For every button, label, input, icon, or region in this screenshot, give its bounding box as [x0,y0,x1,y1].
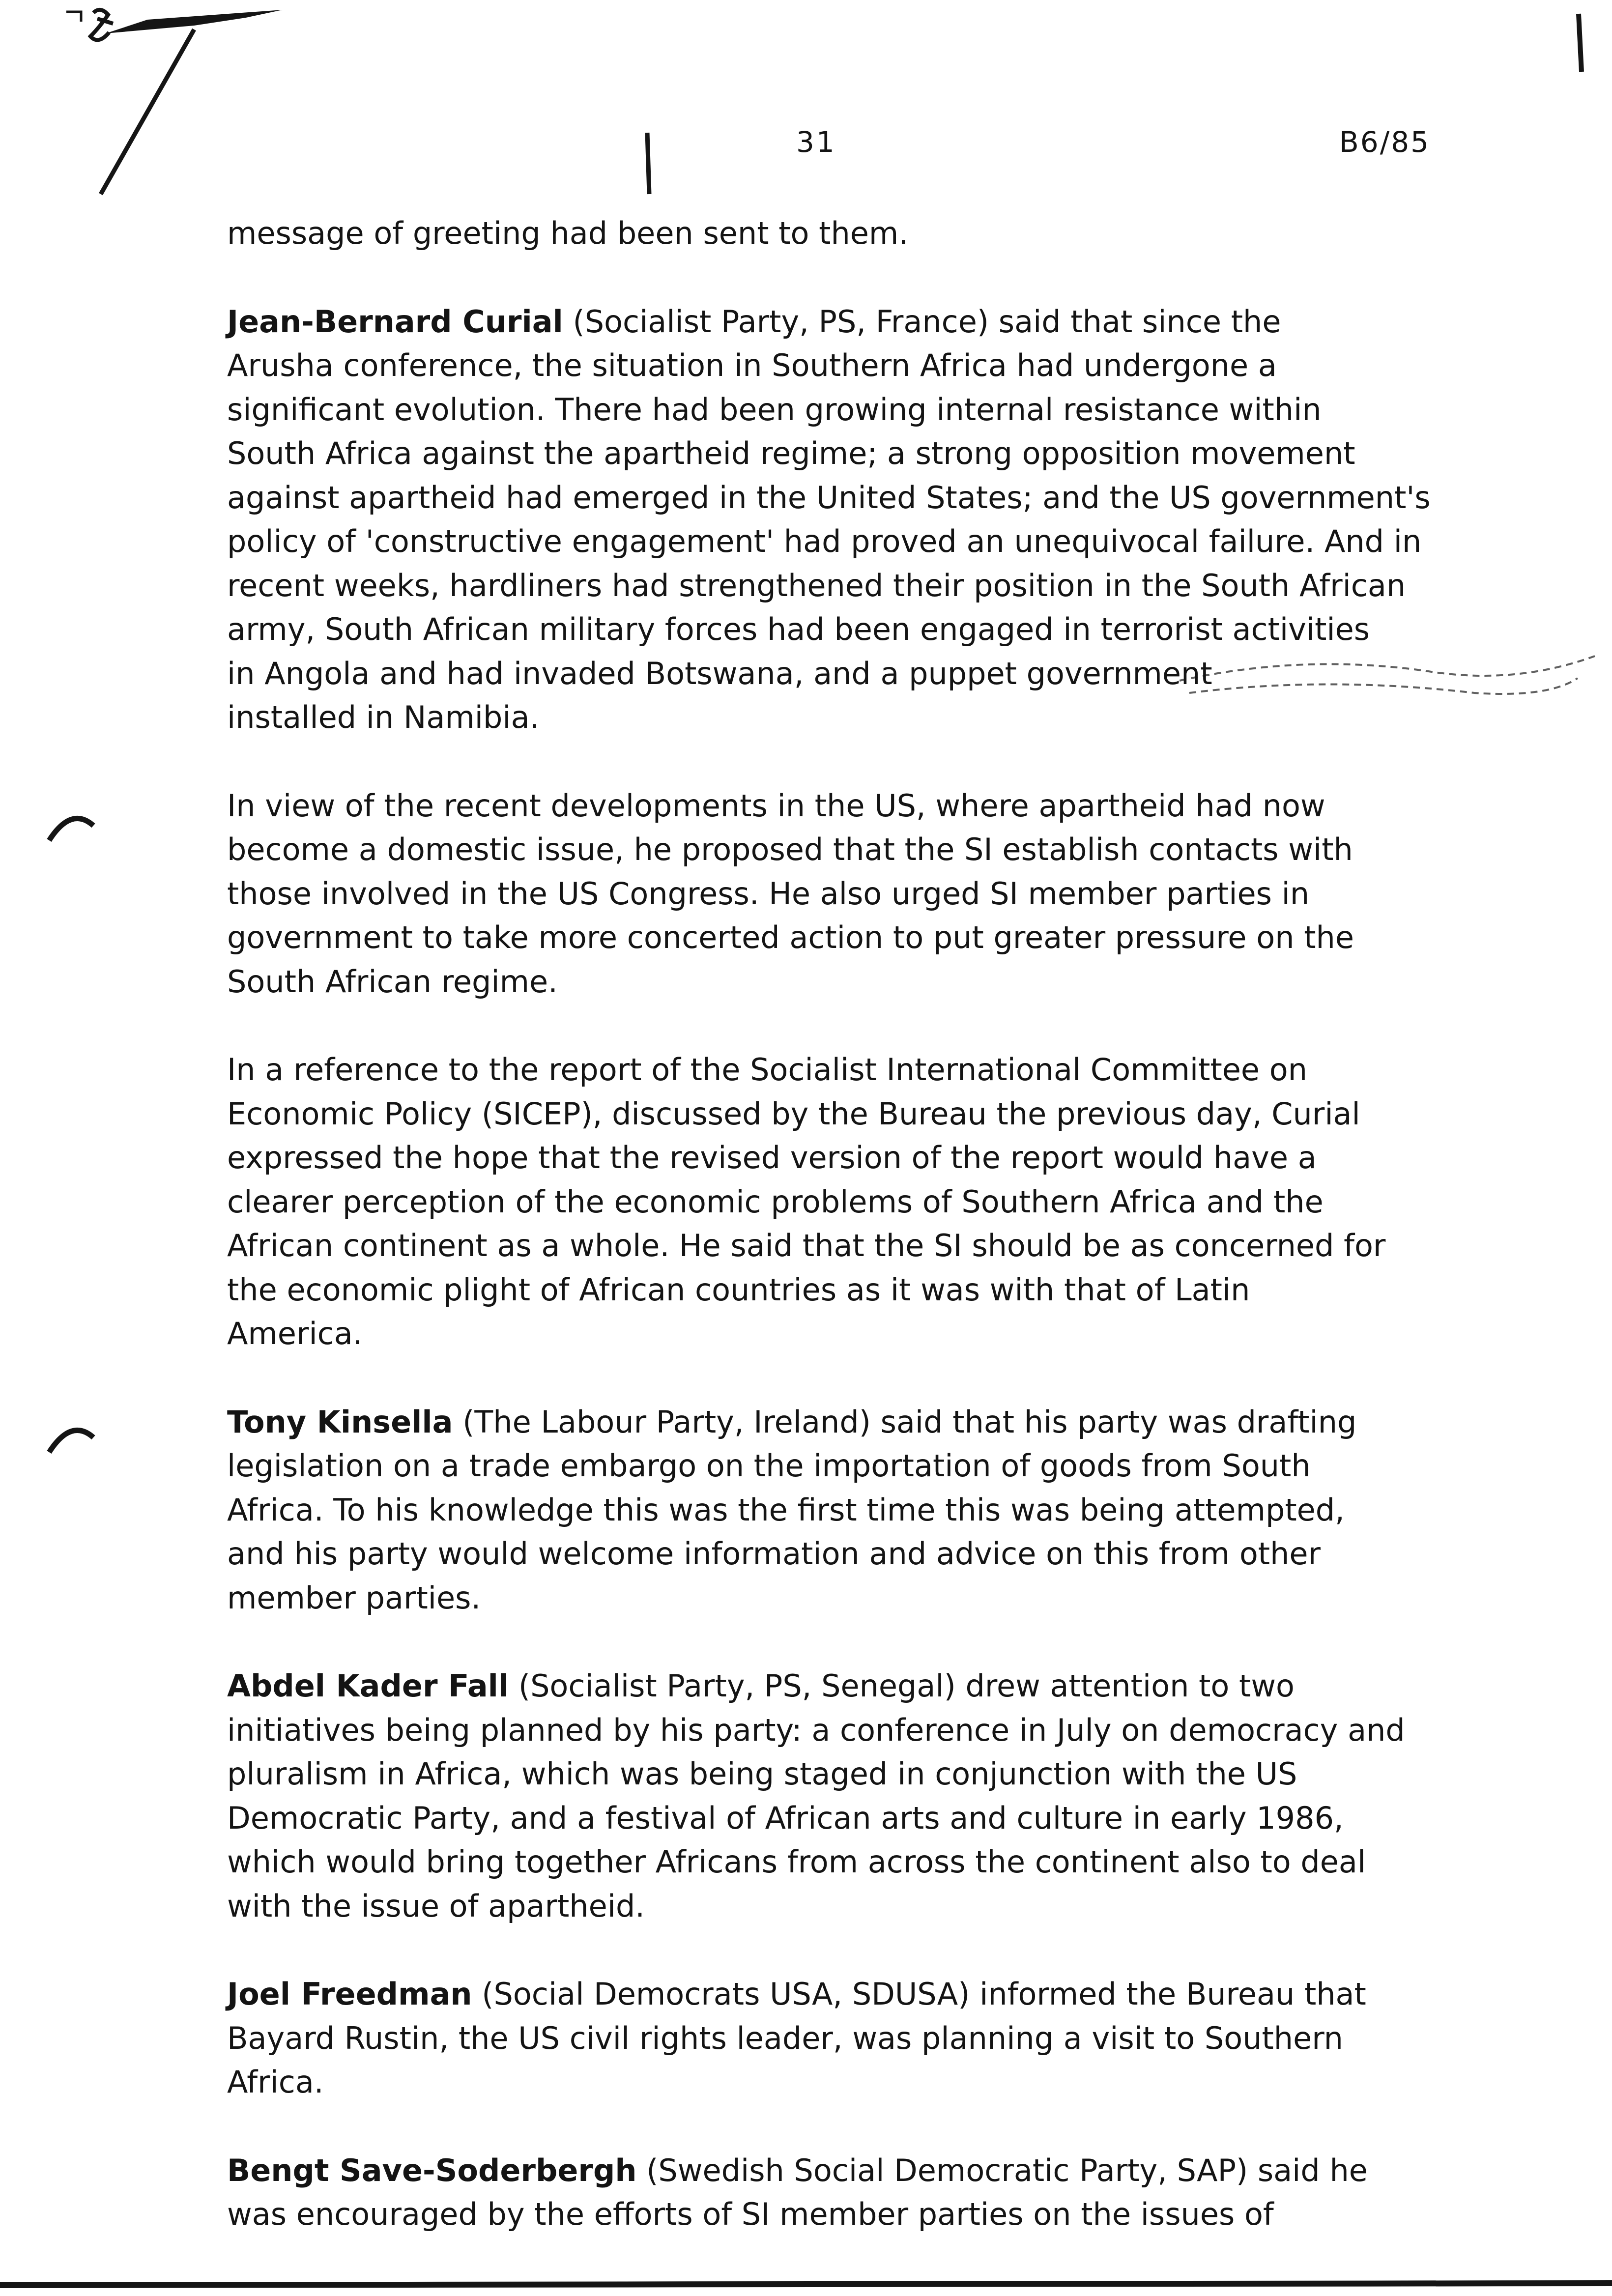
text-line: initiatives being planned by his party: a conference in July on democracy and [227,1712,1405,1748]
corner-fold-line [101,29,194,194]
text-line: pluralism in Africa, which was being staged in conjunction with the US [227,1756,1297,1792]
text-line: the economic plight of African countries as it was with that of Latin [227,1271,1250,1308]
speaker-name: Tony Kinsella [227,1404,453,1440]
text-line: installed in Namibia. [227,699,540,735]
paragraph-sicep-report [227,1048,1466,1356]
header-vertical-mark [647,133,649,194]
speaker-name: Jean-Bernard Curial [227,303,563,340]
corner-tick-mark [66,12,81,22]
speaker-affiliation: (Socialist Party, PS, France) said that since the [563,303,1281,340]
paragraph-fall-statement [227,1664,1466,1928]
text-line: against apartheid had emerged in the United States; and the US government's [227,479,1431,516]
text-line: South African regime. [227,963,558,1000]
speaker-affiliation: (Social Democrats USA, SDUSA) informed the Bureau that [472,1976,1366,2012]
left-margin-bracket-1 [49,818,93,840]
text-line [227,2149,1466,2193]
paragraph-save-soderbergh-statement [227,2149,1466,2237]
paragraph-kinsella-statement [227,1400,1466,1620]
text-line: recent weeks, hardliners had strengthened their position in the South African [227,567,1406,603]
text-line [227,1972,1466,2016]
document-body [227,211,1466,2237]
text-line [227,1664,1466,1708]
text-line: Bayard Rustin, the US civil rights leader, was planning a visit to Southern [227,2020,1343,2056]
text-line: Democratic Party, and a festival of African arts and culture in early 1986, [227,1800,1344,1836]
paragraph-freedman-statement [227,1972,1466,2104]
paragraph-intro-fragment [227,211,1466,256]
speaker-affiliation: (Swedish Social Democratic Party, SAP) said he [636,2152,1368,2188]
paragraph-curial-statement [227,300,1466,740]
document-code: B6/85 [1339,125,1431,159]
paragraph-us-developments [227,784,1466,1004]
text-line: government to take more concerted action to put greater pressure on the [227,919,1354,955]
text-line: South Africa against the apartheid regime; a strong opposition movement [227,435,1355,471]
text-line: In a reference to the report of the Socialist International Committee on [227,1052,1308,1088]
text-line: message of greeting had been sent to them. [227,215,909,251]
speaker-affiliation: (Socialist Party, PS, Senegal) drew attention to two [509,1668,1295,1704]
corner-scribble-mark [90,10,113,40]
text-line [227,1400,1466,1444]
text-line [227,300,1466,344]
text-line: Economic Policy (SICEP), discussed by the Bureau the previous day, Curial [227,1095,1360,1132]
text-line: clearer perception of the economic problems of Southern Africa and the [227,1183,1324,1220]
text-line: African continent as a whole. He said that the SI should be as concerned for [227,1228,1386,1263]
speaker-affiliation: (The Labour Party, Ireland) said that his party was drafting [453,1404,1357,1440]
text-line: army, South African military forces had been engaged in terrorist activities [227,611,1370,647]
text-line: Arusha conference, the situation in Southern Africa had undergone a [227,347,1277,383]
speaker-name: Abdel Kader Fall [227,1668,509,1704]
speaker-name: Joel Freedman [227,1976,472,2012]
text-line: with the issue of apartheid. [227,1888,645,1924]
text-line: Africa. To his knowledge this was the first time this was being attempted, [227,1492,1345,1528]
text-line: legislation on a trade embargo on the importation of goods from South [227,1448,1311,1484]
text-line: policy of 'constructive engagement' had proved an unequivocal failure. And in [227,523,1422,559]
top-right-margin-mark [1579,14,1582,72]
text-line: member parties. [227,1579,481,1616]
text-line: significant evolution. There had been growing internal resistance within [227,391,1322,428]
text-line: In view of the recent developments in the US, where apartheid had now [227,787,1325,824]
text-line: and his party would welcome information and advice on this from other [227,1536,1321,1572]
bottom-border-line [0,2283,1612,2285]
speaker-name: Bengt Save-Soderbergh [227,2152,637,2188]
text-line: which would bring together Africans from across the continent also to deal [227,1844,1366,1880]
text-line: Africa. [227,2064,324,2100]
text-line: become a domestic issue, he proposed that the SI establish contacts with [227,832,1353,867]
text-line: was encouraged by the efforts of SI member parties on the issues of [227,2196,1274,2232]
text-line: expressed the hope that the revised version of the report would have a [227,1140,1317,1176]
text-line: America. [227,1316,363,1351]
text-line: those involved in the US Congress. He also urged SI member parties in [227,875,1310,912]
left-margin-bracket-2 [49,1430,93,1452]
page-number: 31 [796,125,836,159]
text-line: in Angola and had invaded Botswana, and a puppet government [227,655,1212,691]
